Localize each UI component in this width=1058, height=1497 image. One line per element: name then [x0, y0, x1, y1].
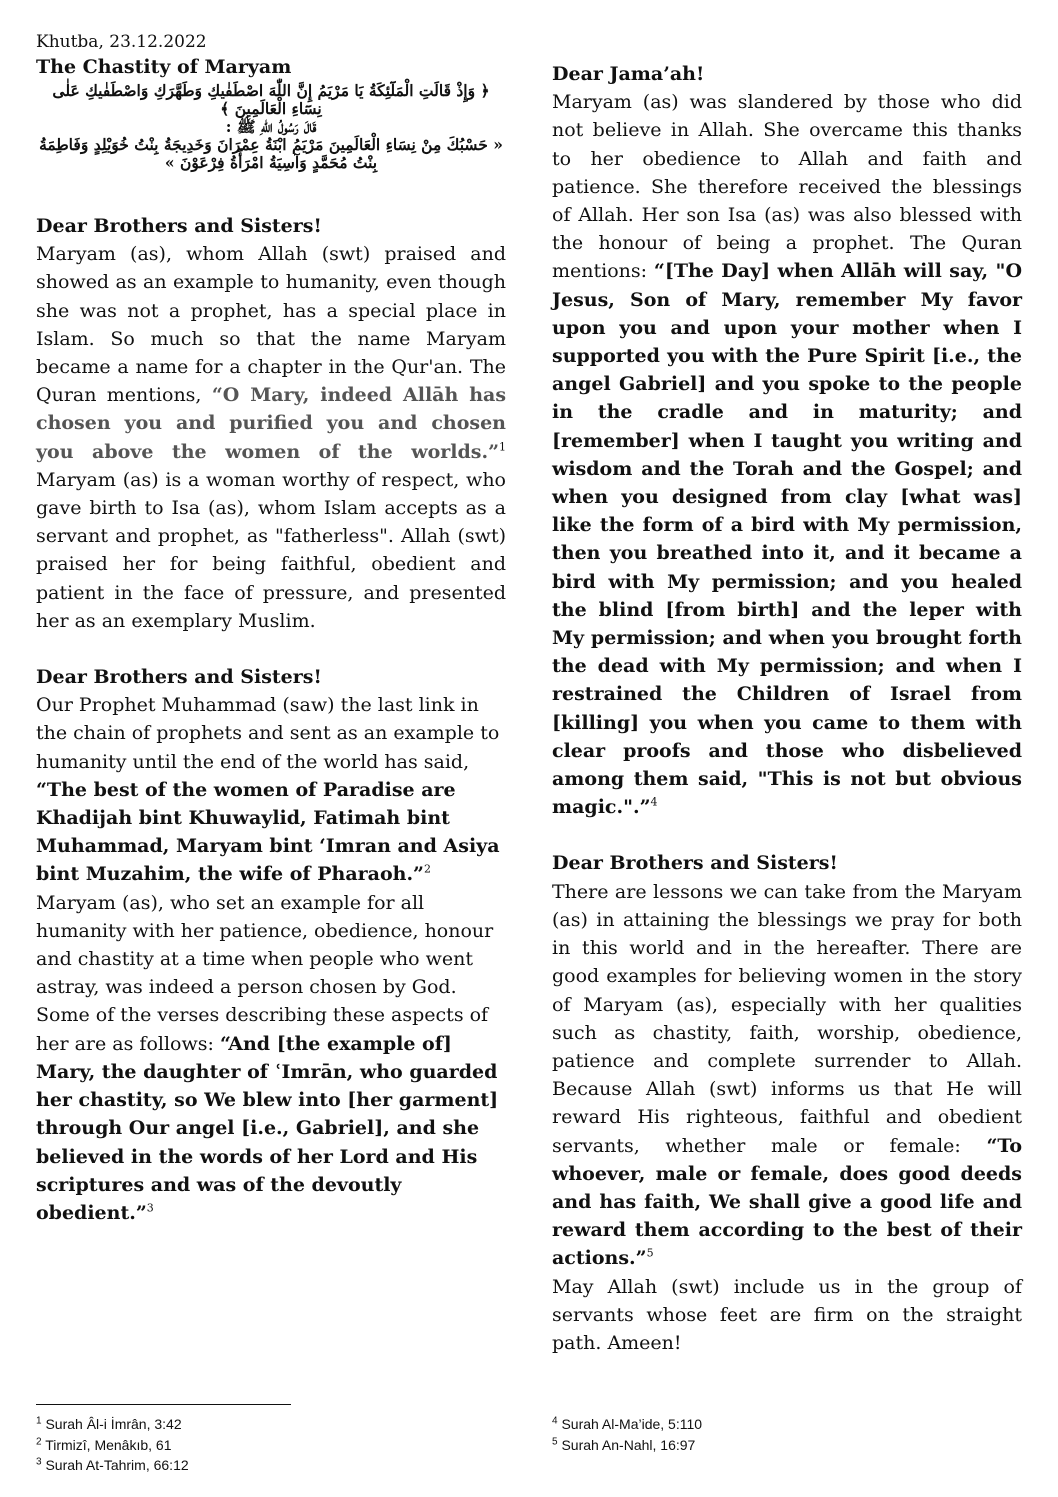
hadith-quote: “The best of the women of Paradise are Khadijah bint Khuwaylid, Fatimah bint Muhammad, Maryam bint ‘Imran and Asiya bint Muzahim, the wife of Pharaoh.” — [36, 778, 500, 886]
footnote-divider — [36, 1404, 291, 1405]
footnote-ref: 3 — [146, 1201, 154, 1215]
footnote — [36, 1435, 476, 1456]
section-heading: Dear Brothers and Sisters! — [36, 666, 322, 689]
paragraph-text: Our Prophet Muhammad (saw) the last link in the chain of prophets and sent as an example to humanity until the end of the world has said, — [36, 694, 500, 773]
arabic-line-3: « حَسْبُكَ مِنْ نِسَاءِ الْعَالَمِينَ مَرْيَمُ ابْنَةُ عِمْرَانَ وَخَدِيجَةُ بِنْتُ خُوَيْلِدٍ وَفَاطِمَةُ بِنْتُ مُحَمَّدٍ وَآسِيَةُ امْرَأَةُ فِرْعَوْنَ » — [39, 135, 503, 172]
footnote — [552, 1435, 992, 1456]
footnote — [36, 1414, 476, 1435]
arabic-line-1: ﴿ وَإِذْ قَالَتِ الْمَلَٓئِكَةُ يَا مَرْيَمُ إِنَّ اللّٰهَ اصْطَفٰيكِ وَطَهَّرَكِ وَاصْطَفٰيكِ عَلٰى نِسَٓاءِ الْعَالَمِينَ ﴾ — [52, 81, 490, 118]
right-column — [552, 60, 1022, 1357]
footnote-number: 2 — [36, 1435, 42, 1447]
khutba-date: Khutba, 23.12.2022 — [36, 32, 207, 52]
footnote-text: Tirmizî, Menâkıb, 61 — [41, 1436, 172, 1453]
page-title: The Chastity of Maryam — [36, 56, 292, 78]
footnotes-left — [36, 1414, 476, 1476]
footnote-ref: 5 — [646, 1247, 654, 1260]
paragraph — [36, 691, 506, 1227]
quran-quote: “And [the example of] Mary, the daughter of ʿImrān, who guarded her chastity, so We blew into [her garment] through Our angel [i.e., Gabriel], and she believed in the words of her Lord and His scriptures and was of the devoutly obedient.” — [36, 1032, 499, 1224]
section-heading: Dear Brothers and Sisters! — [36, 215, 322, 237]
footnote — [36, 1455, 476, 1476]
paragraph — [36, 240, 506, 635]
footnote — [552, 1414, 992, 1435]
footnote-number: 4 — [552, 1415, 558, 1427]
footnote-ref: 1 — [499, 440, 506, 454]
quran-quote: “O Mary, indeed Allāh has chosen you and purified you and chosen you above the women of the worlds.” — [36, 384, 507, 463]
arabic-line-2: قَالَ رَسُولُ اللّٰهِ ﷺ : — [225, 117, 317, 136]
footnotes-right — [552, 1414, 992, 1455]
paragraph-text: Maryam (as), who set an example for all humanity with her patience, obedience, honour and chastity at a time when people who went astray, was indeed a person chosen by God. Some of the verses describing these aspects of her are as follows: — [36, 891, 494, 1055]
footnote-text: Surah Al-Ma’ide, 5:110 — [557, 1416, 703, 1432]
footnote-ref: 2 — [424, 863, 431, 877]
footnote-text: Surah At-Tahrim, 66:12 — [41, 1457, 189, 1473]
paragraph-text: Maryam (as) was slandered by those who did not believe in Allah. She overcame this thanks to her obedience to Allah and faith and patience. She therefore received the blessings of Allah. Her son Isa (as) was also blessed with the honour of being a prophet. The Quran mentions: — [552, 91, 1022, 283]
footnote-number: 1 — [36, 1415, 42, 1427]
footnote-text: Surah An-Nahl, 16:97 — [557, 1436, 696, 1453]
left-column — [36, 30, 506, 1227]
arabic-verse — [36, 82, 506, 172]
paragraph-text: Maryam (as), whom Allah (swt) praised and showed as an example to humanity, even though she was not a prophet, has a special place in Islam. So much so that the name Maryam became a name for a chapter in the Qur'an. The Quran mentions, — [36, 243, 506, 407]
footnote-ref: 4 — [650, 795, 658, 809]
paragraph-text: There are lessons we can take from the Maryam (as) in attaining the blessings we pray for both in this world and in the hereafter. There are good examples for believing women in the story of Maryam (as), especially with her qualities such as chastity, faith, worship, obedience, patience and complete surrender to Allah. Because Allah (swt) informs us that He will reward His righteous, faithful and obedient servants, whether male or female: — [552, 880, 1022, 1157]
footnote-number: 3 — [36, 1456, 42, 1468]
closing-prayer: May Allah (swt) include us in the group of servants whose feet are firm on the straight path. Ameen! — [552, 1275, 1022, 1354]
paragraph — [552, 88, 1022, 821]
paragraph — [552, 878, 1022, 1273]
section-heading: Dear Jama’ah! — [552, 63, 705, 85]
quran-quote: “To whoever, male or female, does good deeds and has faith, We shall give a good life and reward them according to the best of their actions.” — [552, 1134, 1022, 1270]
paragraph-text: Maryam (as) is a woman worthy of respect, who gave birth to Isa (as), whom Islam accepts as a servant and prophet, as "fatherless". Allah (swt) praised her for being faithful, obedient and patient in the face of pressure, and presented her as an exemplary Muslim. — [36, 468, 506, 632]
quran-quote: “[The Day] when Allāh will say, "O Jesus, Son of Mary, remember My favor upon you and upon your mother when I supported you with the Pure Spirit [i.e., the angel Gabriel] and you spoke to the people in the cradle and in maturity; and [remember] when I taught you writing and wisdom and the Torah and the Gospel; and when you designed from clay [what was] like the form of a bird with My permission, then you breathed into it, and it became a bird with My permission; and you healed the blind [from birth] and the leper with My permission; and when you brought forth the dead with My permission; and when I restrained the Children of Israel from [killing] you when you came to them with clear proofs and those who disbelieved among them said, "This is not but obvious magic.".” — [552, 260, 1022, 819]
footnote-number: 5 — [552, 1435, 558, 1447]
footnote-text: Surah Âl-i İmrân, 3:42 — [41, 1416, 182, 1432]
section-heading: Dear Brothers and Sisters! — [552, 852, 838, 875]
